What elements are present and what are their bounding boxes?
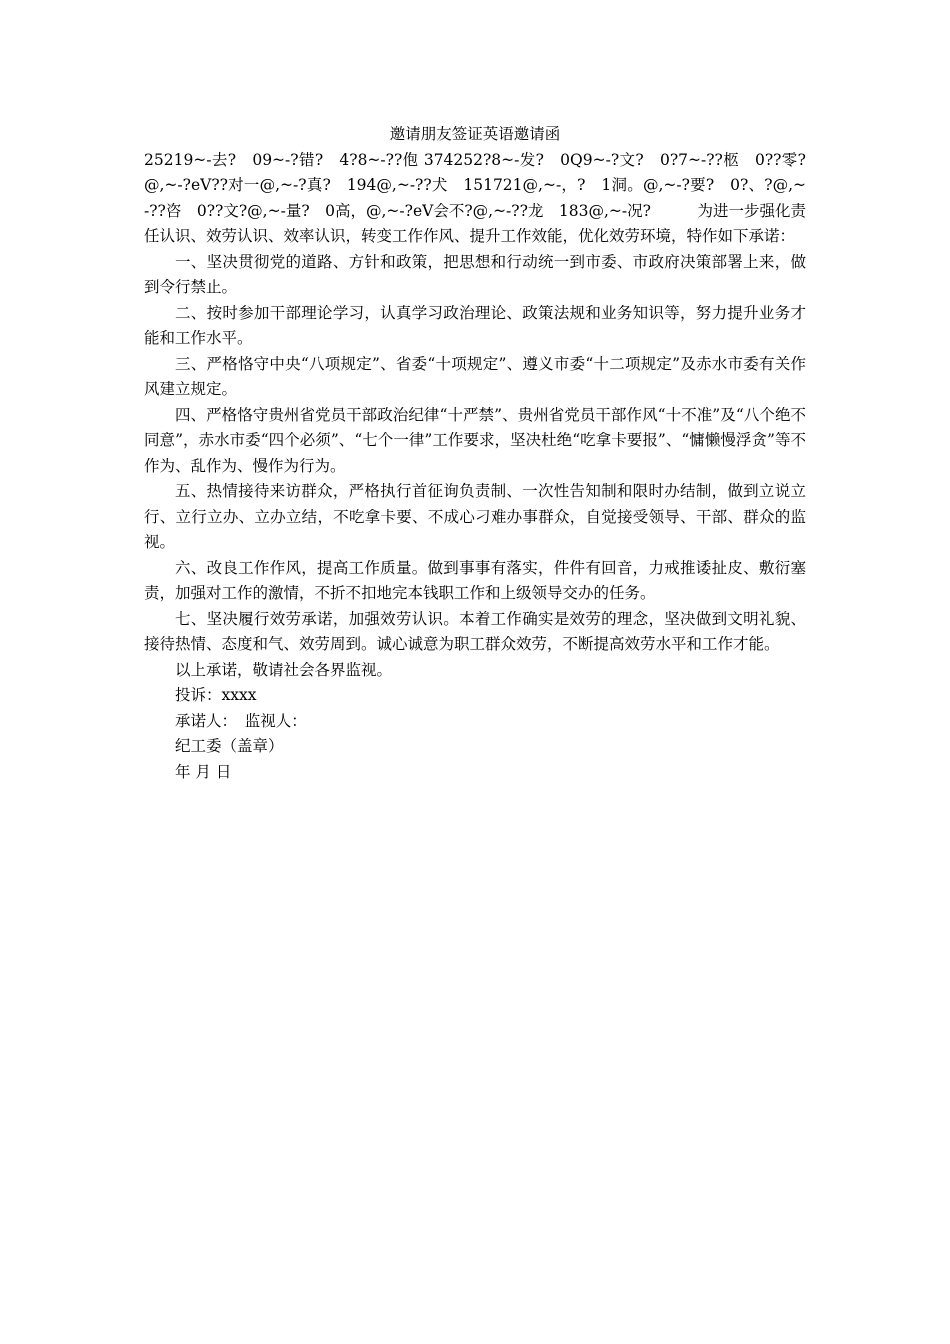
commitment-item-7: 七、坚决履行效劳承诺，加强效劳认识。本着工作确实是效劳的理念，坚决做到文明礼貌、接待热情、态度和气、效劳周到。诚心诚意为职工群众效劳，不断提高效劳水平和工作才能。 xyxy=(144,609,806,653)
commitment-item-1: 一、坚决贯彻党的道路、方针和政策，把思想和行动统一到市委、市政府决策部署上来，做到令行禁止。 xyxy=(144,252,806,296)
commitment-item-4: 四、严格恪守贵州省党员干部政治纪律“十严禁”、贵州省党员干部作风“十不准”及“八个绝不同意”，赤水市委“四个必须”、“七个一律”工作要求，坚决杜绝“吃拿卡要报”、“慵懒慢浮贪”等不作为、乱作为、慢作为行为。 xyxy=(144,405,806,475)
closing-line: 以上承诺，敬请社会各界监视。 xyxy=(175,660,393,679)
commitment-item-3: 三、严格恪守中央“八项规定”、省委“十项规定”、遵义市委“十二项规定”及赤水市委有关作风建立规定。 xyxy=(144,354,806,398)
date-line: 年 月 日 xyxy=(175,762,232,781)
document-title: 邀请朋友签证英语邀请函 xyxy=(389,125,561,143)
commitment-item-6: 六、改良工作作风，提高工作质量。做到事事有落实，件件有回音，力戒推诿扯皮、敷衍塞责，加强对工作的激情，不折不扣地完本钱职工作和上级领导交办的任务。 xyxy=(144,558,806,602)
commitment-item-5: 五、热情接待来访群众，严格执行首征询负责制、一次性告知制和限时办结制，做到立说立行、立行立办、立办立结，不吃拿卡要、不成心刁难办事群众，自觉接受领导、干部、群众的监视。 xyxy=(144,482,806,551)
commitment-item-2: 二、按时参加干部理论学习，认真学习政治理论、政策法规和业务知识等，努力提升业务才能和工作水平。 xyxy=(144,303,806,347)
document-page xyxy=(144,122,806,785)
intro-paragraph: 25219~-去? 09~-?错? 4?8~-??佨 374252?8~-发? 0Q9~-?文? 0?7~-??柩 0??零?@,~-?eV??对一@,~-?真? 194@,~-??犬 151721@,~-，? 1洞。@,~-?要? 0?、?@,~-??咨 0??文?@,~-量? 0高，@,~-?eV会不?@,~-??龙 183@,~-况? 为进一步强化责任认识、效劳认识、效率认识，转变工作作风、提升工作效能，优化效劳环境，特作如下承诺： xyxy=(144,150,806,245)
signers-line: 承诺人： 监视人： xyxy=(175,711,307,730)
seal-line: 纪工委（盖章） xyxy=(175,737,284,755)
complaint-line: 投诉：xxxx xyxy=(175,686,257,704)
